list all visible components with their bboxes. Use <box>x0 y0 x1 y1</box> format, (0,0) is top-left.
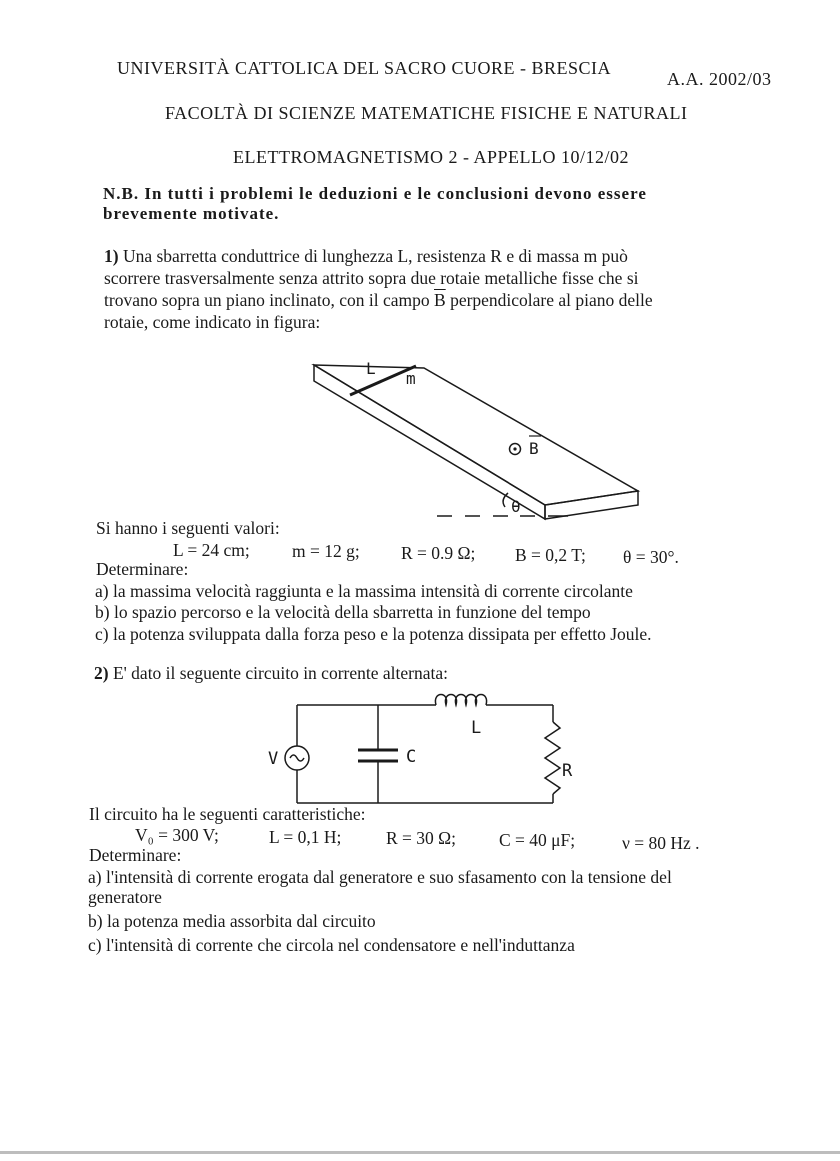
label-bar-length: L <box>366 359 376 378</box>
scan-bottom-edge <box>0 1151 840 1154</box>
label-angle: θ <box>511 497 521 516</box>
faculty-name: FACOLTÀ DI SCIENZE MATEMATICHE FISICHE E NATURALI <box>165 103 688 123</box>
academic-year: A.A. 2002/03 <box>667 69 772 89</box>
value-resistance: R = 0.9 Ω; <box>401 543 476 563</box>
value-inductance: L = 0,1 H; <box>269 827 342 847</box>
field-b-symbol: $\overline{B}$ <box>434 290 446 310</box>
question-2a-line-1: a) l'intensità di corrente erogata dal generatore e suo sfasamento con la tensione del <box>88 867 672 887</box>
values-intro: Si hanno i seguenti valori: <box>96 518 280 538</box>
problem2-intro: E' dato il seguente circuito in corrente alternata: <box>112 663 448 683</box>
problem1-text-3a: trovano sopra un piano inclinato, con il campo <box>104 290 430 310</box>
value-resistance-2: R = 30 Ω; <box>386 828 457 848</box>
label-b-field: B <box>529 439 539 458</box>
question-1c: c) la potenza sviluppata dalla forza peso e la potenza dissipata per effetto Joule. <box>95 624 652 644</box>
question-2c: c) l'intensità di corrente che circola nel condensatore e nell'induttanza <box>88 935 575 955</box>
university-name: UNIVERSITÀ CATTOLICA DEL SACRO CUORE - BRESCIA <box>117 58 612 78</box>
problem1-number: 1) <box>104 246 119 266</box>
inductor-coil <box>435 695 486 706</box>
question-2a-line-2: generatore <box>88 887 162 907</box>
label-generator: V <box>268 749 279 769</box>
label-bar-mass: m <box>406 369 416 388</box>
determine-2: Determinare: <box>89 845 182 865</box>
resistor-zigzag <box>545 722 560 794</box>
label-resistor: R <box>562 761 573 781</box>
determine-1: Determinare: <box>96 559 189 579</box>
value-field: B = 0,2 T; <box>515 545 586 565</box>
exam-title: ELETTROMAGNETISMO 2 - APPELLO 10/12/02 <box>233 147 629 167</box>
question-2b: b) la potenza media assorbita dal circuito <box>88 911 376 931</box>
question-1a: a) la massima velocità raggiunta e la massima intensità di corrente circolante <box>95 581 633 601</box>
problem1-line-4: rotaie, come indicato in figura: <box>104 312 321 332</box>
value-capacitance: C = 40 μF; <box>499 830 576 850</box>
label-capacitor: C <box>406 747 417 767</box>
value-mass: m = 12 g; <box>292 541 360 561</box>
problem2-number: 2) <box>94 663 109 683</box>
ac-wave-icon <box>290 755 304 761</box>
value-frequency: ν = 80 Hz . <box>622 833 700 853</box>
problem1-line-2: scorrere trasversalmente senza attrito sopra due rotaie metalliche fisse che si <box>104 268 639 288</box>
value-angle: θ = 30°. <box>623 547 679 567</box>
label-inductor: L <box>471 718 482 738</box>
value-length: L = 24 cm; <box>173 540 250 560</box>
char-intro: Il circuito ha le seguenti caratteristiche: <box>89 804 366 824</box>
note-line-2: brevemente motivate. <box>103 204 280 223</box>
value-v0: V₀ = 300 V; <box>135 825 219 845</box>
problem1-text-1: Una sbarretta conduttrice di lunghezza L, resistenza R e di massa m può <box>122 246 628 266</box>
problem1-text-3b: perpendicolare al piano delle <box>450 290 653 310</box>
question-1b: b) lo spazio percorso e la velocità della sbarretta in funzione del tempo <box>95 602 591 622</box>
note-line-1: N.B. In tutti i problemi le deduzioni e le conclusioni devono essere <box>103 184 647 203</box>
